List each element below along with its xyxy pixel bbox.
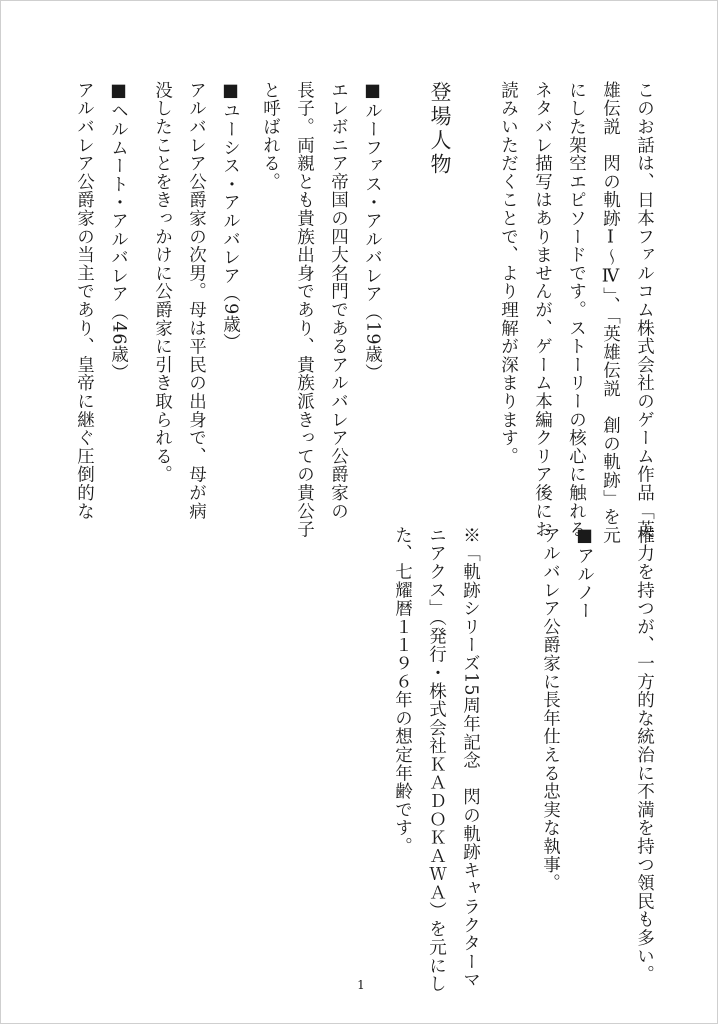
characters-heading: 登場人物 [428, 81, 452, 177]
character-rufus-desc-3: と呼ばれる。 [260, 81, 281, 191]
intro-line-5: 読みいただくことで、より理解が深まります。 [498, 81, 519, 466]
character-hermann-desc-1: アルバレア公爵家の当主であり、皇帝に継ぐ圧倒的な [74, 81, 95, 521]
note-line-3: た、七耀暦１１９６年の想定年齢です。 [392, 526, 413, 856]
character-hermann-desc-2: 権力を持つが、一方的な統治に不満を持つ領民も多い。 [634, 526, 655, 984]
page-number: 1 [357, 978, 365, 992]
character-jusis-name: ■ユーシス・アルバレア（9歳） [220, 81, 241, 352]
character-rufus-desc-1: エレボニア帝国の四大名門であるアルバレア公爵家の [328, 81, 349, 521]
intro-line-2: 雄伝説 閃の軌跡Ⅰ～Ⅳ」、「英雄伝説 創の軌跡」を元 [600, 81, 621, 545]
character-rufus-name: ■ルーファス・アルバレア（19歳） [362, 81, 383, 382]
note-line-2: ニアクス」（発行・株式会社ＫＡＤＯＫＡＷＡ）を元にし [426, 526, 447, 994]
intro-line-4: ネタバレ描写はありませんが、ゲーム本編クリア後にお [532, 81, 553, 539]
intro-line-3: にした架空エピソードです。ストーリーの核心に触れる [566, 81, 587, 539]
character-rufus-desc-2: 長子。両親とも貴族出身であり、貴族派きっての貴公子 [294, 81, 315, 539]
character-jusis-desc-1: アルバレア公爵家の次男。母は平民の出身で、母が病 [186, 81, 207, 521]
character-hermann-name: ■ヘルムート・アルバレア（46歳） [108, 81, 129, 382]
note-line-1: ※「軌跡シリーズ15周年記念 閃の軌跡キャラクターマ [460, 526, 481, 990]
character-jusis-desc-2: 没したことをきっかけに公爵家に引き取られる。 [152, 81, 173, 484]
character-arnaud-desc: アルバレア公爵家に長年仕える忠実な執事。 [540, 526, 561, 892]
intro-line-1: このお話は、日本ファルコム株式会社のゲーム作品「英 [634, 81, 655, 539]
character-arnaud-name: ■アルノー [574, 526, 595, 620]
